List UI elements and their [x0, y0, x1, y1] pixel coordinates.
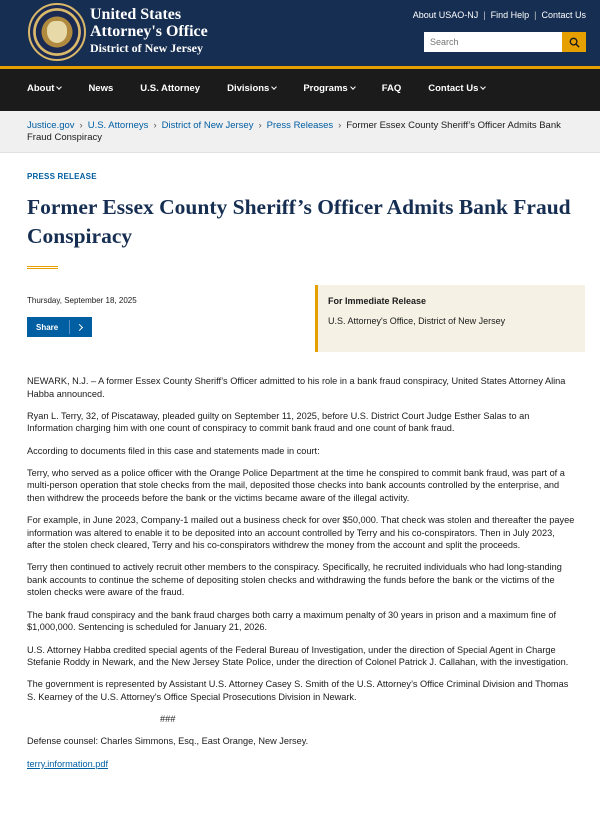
nav-item-faq[interactable]: [382, 83, 402, 94]
release-info-title: For Immediate Release: [328, 296, 427, 306]
publish-date: Thursday, September 18, 2025: [27, 296, 137, 305]
share-button[interactable]: [27, 317, 92, 337]
site-title-line1: United States: [90, 6, 182, 23]
nav-item-label: Divisions: [227, 83, 270, 94]
paragraph: Terry then continued to actively recruit other members to the conspiracy. Specifically, he recruited individuals who had long-standing bank accounts to continue the scheme of depositing stolen checks and withdrawing the funds before the bank or the victims of the stolen checks were aware of the fraud.: [27, 562, 562, 598]
chevron-down-icon: [481, 84, 487, 90]
doj-seal-logo[interactable]: [28, 3, 86, 61]
nav-item-label: U.S. Attorney: [140, 83, 201, 94]
share-divider: [69, 320, 70, 334]
content-type-label: PRESS RELEASE: [27, 172, 97, 181]
utility-links: [413, 10, 586, 20]
nav-item-label: News: [88, 83, 114, 94]
site-title-line2: Attorney's Office: [90, 23, 208, 40]
site-title[interactable]: [90, 6, 208, 56]
nav-item-programs[interactable]: [303, 83, 354, 94]
nav-item-us-attorney[interactable]: [140, 83, 200, 94]
main-nav: [0, 66, 600, 111]
toplink-about[interactable]: About USAO-NJ: [412, 10, 479, 20]
breadcrumb-link-district[interactable]: District of New Jersey: [161, 120, 254, 131]
chevron-down-icon: [57, 84, 63, 90]
defense-counsel: Defense counsel: Charles Simmons, Esq., East Orange, New Jersey.: [27, 736, 309, 747]
breadcrumb-separator: ›: [153, 120, 157, 131]
site-header: [0, 0, 600, 66]
nav-item-divisions[interactable]: [227, 83, 276, 94]
breadcrumb: [0, 111, 600, 153]
nav-item-label: FAQ: [381, 83, 402, 94]
search-input[interactable]: [424, 32, 562, 52]
breadcrumb-link-justice[interactable]: Justice.gov: [27, 120, 75, 131]
nav-item-label: Contact Us: [428, 83, 479, 94]
nav-item-label: About: [27, 83, 55, 94]
breadcrumb-link-us-attorneys[interactable]: U.S. Attorneys: [87, 120, 149, 131]
nav-item-contact-us[interactable]: [428, 83, 485, 94]
breadcrumb-separator: ›: [79, 120, 83, 131]
breadcrumb-separator: ›: [338, 120, 342, 131]
search-icon: [569, 37, 580, 48]
article-body: [27, 375, 575, 780]
breadcrumb-link-press-releases[interactable]: Press Releases: [266, 120, 334, 131]
toplink-find-help[interactable]: Find Help: [490, 10, 530, 20]
paragraph: U.S. Attorney Habba credited special agents of the Federal Bureau of Investigation, under the direction of Special Agent in Charge Stefanie Roddy in Newark, and the New Jersey State Police, under the direction of Colonel Patrick J. Callahan, with the investigation.: [27, 644, 569, 668]
paragraph: The bank fraud conspiracy and the bank fraud charges both carry a maximum penalty of 30 years in prison and a maximum fine of $1,000,000. Sentencing is scheduled for January 21, 2026.: [27, 609, 557, 633]
paragraph: Terry, who served as a police officer with the Orange Police Department at the time he conspired to commit bank fraud, was part of a multi-person operation that stole checks from the mail, deposited those checks into bank accounts controlled by the enterprise, and then withdrew the proceeds before the bank or the victims became aware of the illegal activity.: [27, 467, 565, 503]
page-title: Former Essex County Sheriff’s Officer Admits Bank Fraud Conspiracy: [27, 195, 571, 248]
paragraph: Ryan L. Terry, 32, of Piscataway, pleaded guilty on September 11, 2025, before U.S. District Court Judge Esther Salas to an Information charging him with one count of conspiracy to commit bank fraud and one count of bank fraud.: [27, 410, 530, 434]
attachment-link[interactable]: terry.information.pdf: [27, 758, 109, 769]
chevron-right-icon: [76, 323, 83, 330]
paragraph: NEWARK, N.J. – A former Essex County Sheriff’s Officer admitted to his role in a bank fraud conspiracy, United States Attorney Alina Habba announced.: [27, 376, 566, 399]
search-button[interactable]: [562, 32, 586, 52]
chevron-down-icon: [350, 84, 356, 90]
paragraph: For example, in June 2023, Company-1 mailed out a business check for over $50,000. That check was stolen and thereafter the payee information was altered to enable it to be deposited into an account controlled by Terry and his co-conspirators. Then in July 2023, after the stolen check cleared, Terry and his co-conspirators withdrew the money from the account and split the proceeds.: [27, 515, 575, 551]
release-info-office: U.S. Attorney's Office, District of New Jersey: [328, 316, 506, 326]
nav-item-news[interactable]: [88, 83, 113, 94]
toplink-separator: |: [534, 10, 537, 20]
title-divider: [27, 266, 58, 269]
paragraph: The government is represented by Assistant U.S. Attorney Casey S. Smith of the U.S. Attorney’s Office Criminal Division and Thomas S. Kearney of the U.S. Attorney’s Office Special Prosecutions Division in Newark.: [27, 679, 569, 702]
toplink-contact[interactable]: Contact Us: [541, 10, 586, 20]
site-title-line3: District of New Jersey: [90, 41, 203, 55]
release-info-box: [315, 285, 585, 352]
paragraph: According to documents filed in this case and statements made in court:: [27, 445, 320, 456]
search-bar: [424, 32, 586, 52]
breadcrumb-separator: ›: [258, 120, 262, 131]
nav-item-label: Programs: [303, 83, 348, 94]
share-label: Share: [36, 322, 59, 332]
breadcrumb-current: Former Essex County Sheriff’s Officer Admits Bank Fraud Conspiracy: [27, 120, 561, 143]
nav-item-about[interactable]: [27, 83, 61, 94]
chevron-down-icon: [272, 84, 278, 90]
toplink-separator: |: [483, 10, 486, 20]
end-mark: ###: [160, 714, 176, 725]
eagle-icon: [47, 21, 67, 43]
